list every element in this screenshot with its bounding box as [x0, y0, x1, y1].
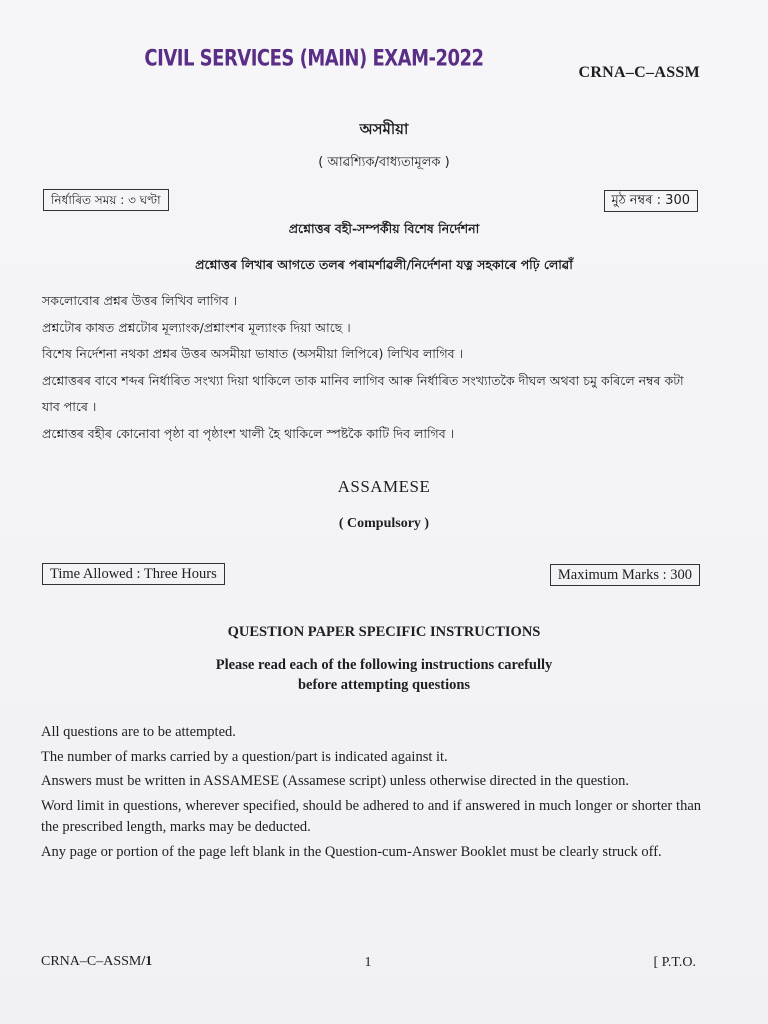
english-heading-2-line-1: Please read each of the following instructions carefully	[215, 657, 553, 673]
english-time-allowed-box: Time Allowed : Three Hours	[42, 563, 225, 585]
assamese-max-marks-box: মুঠ নম্বৰ : 300	[604, 190, 699, 212]
english-heading-2-line-2: before attempting questions	[297, 677, 471, 693]
assamese-heading-2: প্ৰশ্নোত্তৰ লিখাৰ আগতে তলৰ পৰামৰ্শাৱলী/নিৰ্দেশনা যত্ন সহকাৰে পঢ়ি লোৱাঁ	[195, 257, 573, 272]
paper-code: CRNA–C–ASSM	[578, 64, 700, 81]
english-max-marks-box: Maximum Marks : 300	[550, 564, 700, 586]
footer-code-text: CRNA–C–ASSM	[41, 954, 142, 969]
assamese-heading-1: প্ৰশ্নোত্তৰ বহী-সম্পৰ্কীয় বিশেষ নিৰ্দেশনা	[288, 221, 480, 236]
exam-stamp: CIVIL SERVICES (MAIN) EXAM-2022	[144, 45, 484, 72]
english-title: ASSAMESE	[337, 477, 431, 496]
english-heading-2	[0, 655, 768, 695]
english-instructions	[41, 722, 701, 866]
assamese-instructions	[42, 288, 702, 447]
english-instruction: The number of marks carried by a question/part is indicated against it.	[41, 748, 448, 765]
assamese-instruction: সকলোবোৰ প্ৰশ্নৰ উত্তৰ লিখিব লাগিব ।	[42, 293, 238, 308]
assamese-subtitle: ( আৱশ্যিক/বাধ্যতামূলক )	[318, 155, 450, 170]
assamese-instruction: প্ৰশ্নটোৰ কাষত প্ৰশ্নটোৰ মূল্যাংক/প্ৰশ্নাংশৰ মূল্যাংক দিয়া আছে ।	[42, 319, 351, 335]
assamese-title: অসমীয়া	[359, 120, 409, 138]
assamese-instruction: প্ৰশ্নোত্তৰ বহীৰ কোনোবা পৃষ্ঠা বা পৃষ্ঠাংশ খালী হৈ থাকিলে স্পষ্টকৈ কাটি দিব লাগিব ।	[42, 425, 455, 441]
assamese-time-allowed-box: নিৰ্ধাৰিত সময় : ৩ ঘণ্টা	[43, 189, 169, 211]
assamese-instruction: বিশেষ নিৰ্দেশনা নথকা প্ৰশ্নৰ উত্তৰ অসমীয়া ভাষাত (অসমীয়া লিপিৰে) লিখিব লাগিব ।	[42, 346, 464, 361]
english-heading-1: QUESTION PAPER SPECIFIC INSTRUCTIONS	[227, 624, 541, 640]
english-instruction: Any page or portion of the page left blank in the Question-cum-Answer Booklet must be clearly struck off.	[41, 843, 662, 860]
english-instruction: Answers must be written in ASSAMESE (Assamese script) unless otherwise directed in the question.	[41, 773, 629, 789]
footer-code-suffix: /1	[141, 954, 153, 969]
english-instruction: All questions are to be attempted.	[41, 724, 236, 740]
page-number: 1	[364, 955, 372, 970]
english-subtitle: ( Compulsory )	[338, 516, 430, 531]
pto-marker: [ P.T.O.	[653, 955, 696, 970]
english-instruction: Word limit in questions, wherever specified, should be adhered to and if answered in much longer or shorter than the prescribed length, marks may be deducted.	[41, 797, 701, 835]
assamese-instruction: প্ৰশ্নোত্তৰৰ বাবে শব্দৰ নিৰ্ধাৰিত সংখ্যা দিয়া থাকিলে তাক মানিব লাগিব আৰু নিৰ্ধাৰিত সংখ্যাতকৈ দীঘল অথবা চমু কৰিলে নম্বৰ কটা যাব পাৰে ।	[42, 372, 684, 414]
